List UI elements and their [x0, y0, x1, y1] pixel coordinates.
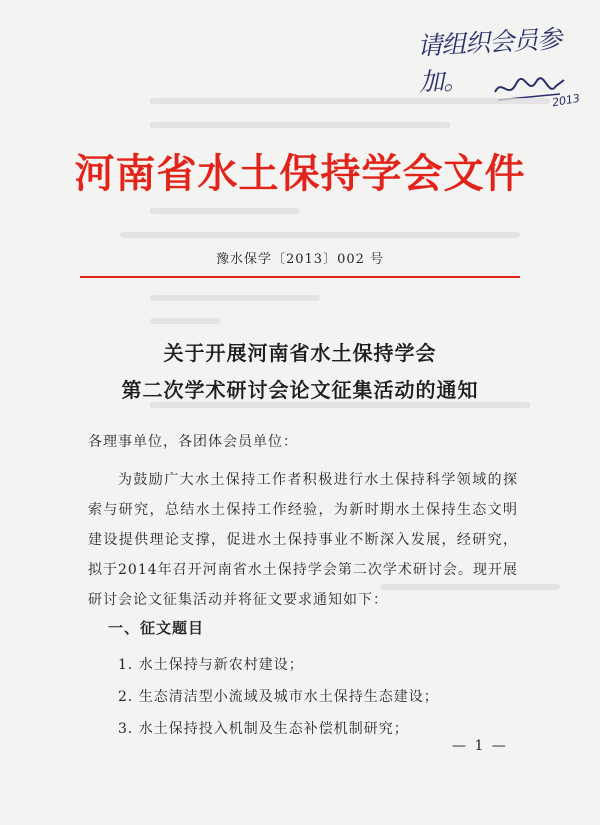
page-number: — 1 — — [452, 738, 508, 754]
show-through-line — [120, 232, 520, 238]
show-through-line — [150, 208, 300, 214]
show-through-line — [150, 122, 450, 128]
handwritten-instruction: 请组织会员参加。 — [416, 24, 562, 97]
show-through-line — [150, 98, 550, 104]
body-paragraph: 为鼓励广大水土保持工作者积极进行水土保持科学领域的探索与研究，总结水土保持工作经验，为新时期水土保持生态文明建设提供理论支撑，促进水土保持事业不断深入发展，经研究，拟于2014年召开河南省水土保持学会第二次学术研讨会。现开展研讨会论文征集活动并将征文要求通知如下： — [88, 472, 518, 608]
list-item: 3. 水土保持投入机制及生态补偿机制研究； — [118, 721, 409, 737]
masthead-red-rule — [80, 276, 520, 278]
list-item: 1. 水土保持与新农村建设； — [118, 657, 304, 673]
notice-title-line-2: 第二次学术研讨会论文征集活动的通知 — [121, 378, 479, 402]
section-heading: 一、征文题目 — [108, 619, 205, 637]
org-masthead-title: 河南省水土保持学会文件 — [74, 150, 526, 197]
document-number: 豫水保学〔2013〕002 号 — [215, 252, 385, 267]
show-through-line — [150, 318, 220, 324]
notice-title-line-1: 关于开展河南省水土保持学会 — [163, 341, 437, 365]
list-item: 2. 生态清洁型小流域及城市水土保持生态建设； — [118, 689, 439, 705]
recipients-line: 各理事单位，各团体会员单位： — [88, 434, 298, 450]
show-through-line — [150, 295, 320, 301]
handwritten-year: 2013 — [551, 91, 581, 110]
